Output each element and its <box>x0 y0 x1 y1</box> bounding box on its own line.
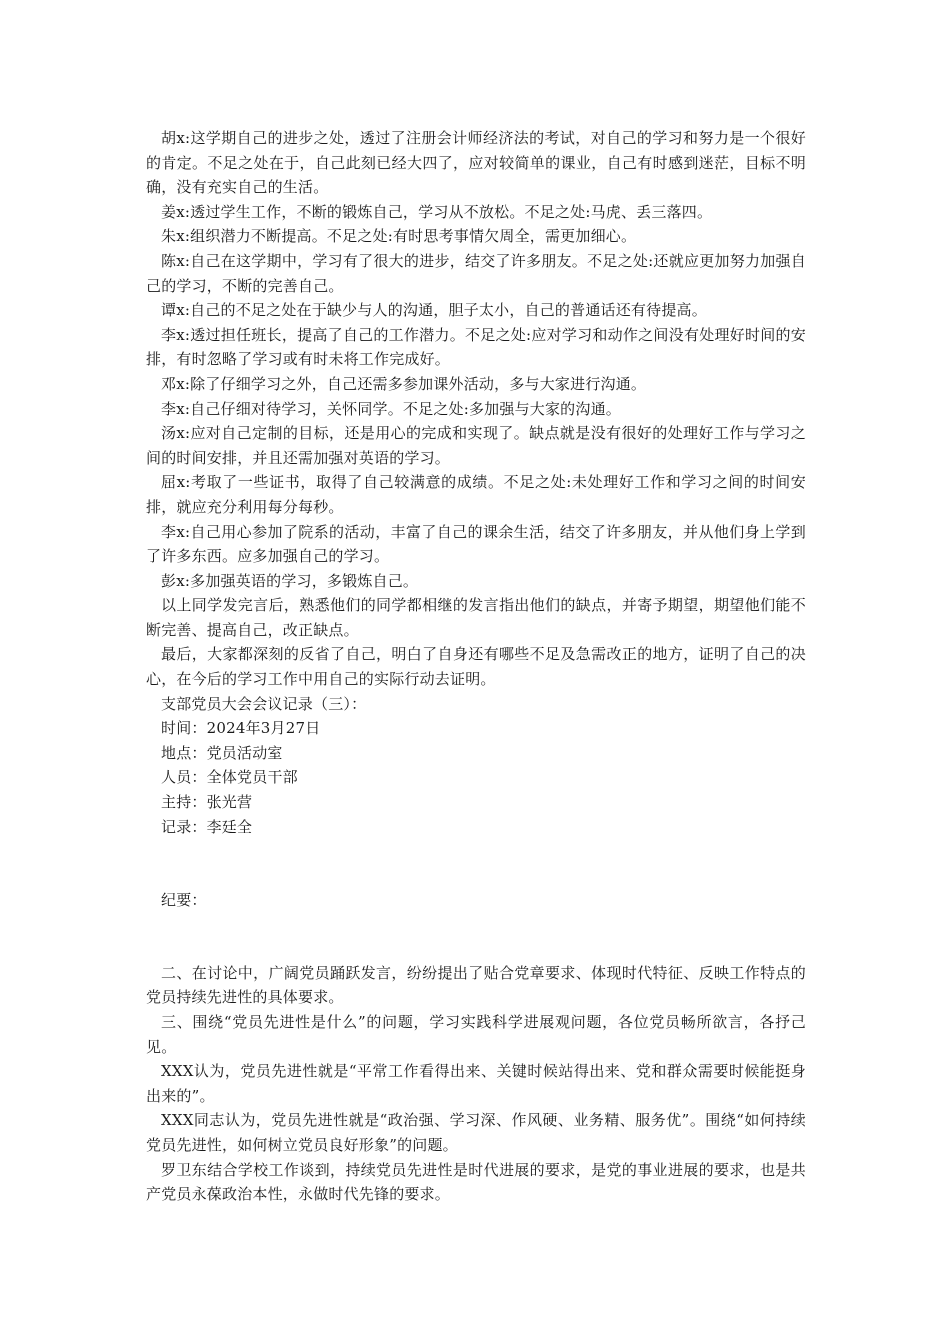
paragraph: 彭x:多加强英语的学习，多锻炼自己。 <box>161 571 419 590</box>
paragraph: 谭x:自己的不足之处在于缺少与人的沟通，胆子太小，自己的普通话还有待提高。 <box>161 301 707 320</box>
meeting-title: 支部党员大会会议记录（三）： <box>161 694 367 713</box>
paragraph: 屈x:考取了一些证书，取得了自己较满意的成绩。不足之处:未处理好工作和学习之间的时间安排，就应充分利用每分每秒。 <box>146 473 806 516</box>
paragraph: 胡x:这学期自己的进步之处，透过了注册会计师经济法的考试，对自己的学习和努力是一个很好的肯定。不足之处在于，自己此刻已经大四了，应对较简单的课业，自己有时感到迷茫，目标不明确，没有充实自己的生活。 <box>146 129 806 197</box>
paragraph: XXX同志认为，党员先进性就是“政治强、学习深、作风硬、业务精、服务优”。围绕“如何持续党员先进性，如何树立党员良好形象”的问题。 <box>146 1111 806 1154</box>
meeting-recorder: 记录：李廷全 <box>161 817 253 836</box>
summary-heading: 纪要： <box>161 891 207 910</box>
paragraph: 李x:自己仔细对待学习，关怀同学。不足之处:多加强与大家的沟通。 <box>161 399 621 418</box>
meeting-host: 主持：张光营 <box>161 793 253 812</box>
paragraph: 三、围绕“党员先进性是什么”的问题，学习实践科学进展观问题，各位党员畅所欲言，各抒己见。 <box>146 1013 806 1056</box>
paragraph: 邓x:除了仔细学习之外，自己还需多参加课外活动，多与大家进行沟通。 <box>161 374 647 393</box>
record-block-3 <box>146 961 806 1207</box>
blank-gap <box>146 839 806 888</box>
blank-gap <box>146 913 806 961</box>
document-page <box>146 126 806 1207</box>
meeting-location: 地点：党员活动室 <box>161 743 283 762</box>
paragraph: 姜x:透过学生工作，不断的锻炼自己，学习从不放松。不足之处:马虎、丢三落四。 <box>161 202 713 221</box>
paragraph: 朱x:组织潜力不断提高。不足之处:有时思考事情欠周全，需更加细心。 <box>161 227 637 246</box>
paragraph: 李x:自己用心参加了院系的活动，丰富了自己的课余生活，结交了许多朋友，并从他们身上学到了许多东西。应多加强自己的学习。 <box>146 522 806 566</box>
meeting-time: 时间：2024年3月27日 <box>161 719 321 738</box>
paragraph: XXX认为，党员先进性就是“平常工作看得出来、关键时候站得出来、党和群众需要时候能挺身出来的”。 <box>146 1062 806 1105</box>
record-block-1 <box>146 126 806 839</box>
record-block-2 <box>146 888 806 913</box>
meeting-attendees: 人员：全体党员干部 <box>161 768 298 787</box>
paragraph: 罗卫东结合学校工作谈到，持续党员先进性是时代进展的要求，是党的事业进展的要求，也是共产党员永葆政治本性，永做时代先锋的要求。 <box>146 1160 806 1204</box>
paragraph: 李x:透过担任班长，提高了自己的工作潜力。不足之处:应对学习和动作之间没有处理好时间的安排，有时忽略了学习或有时未将工作完成好。 <box>146 325 806 369</box>
paragraph: 陈x:自己在这学期中，学习有了很大的进步，结交了许多朋友。不足之处:还就应更加努力加强自己的学习，不断的完善自己。 <box>146 251 806 295</box>
paragraph: 汤x:应对自己定制的目标，还是用心的完成和实现了。缺点就是没有很好的处理好工作与学习之间的时间安排，并且还需加强对英语的学习。 <box>146 424 806 467</box>
paragraph: 最后，大家都深刻的反省了自己，明白了自身还有哪些不足及急需改正的地方，证明了自己的决心，在今后的学习工作中用自己的实际行动去证明。 <box>146 645 806 689</box>
paragraph: 二、在讨论中，广阔党员踊跃发言，纷纷提出了贴合党章要求、体现时代特征、反映工作特点的党员持续先进性的具体要求。 <box>146 963 806 1007</box>
paragraph: 以上同学发完言后，熟悉他们的同学都相继的发言指出他们的缺点，并寄予期望，期望他们能不断完善、提高自己，改正缺点。 <box>146 596 806 639</box>
